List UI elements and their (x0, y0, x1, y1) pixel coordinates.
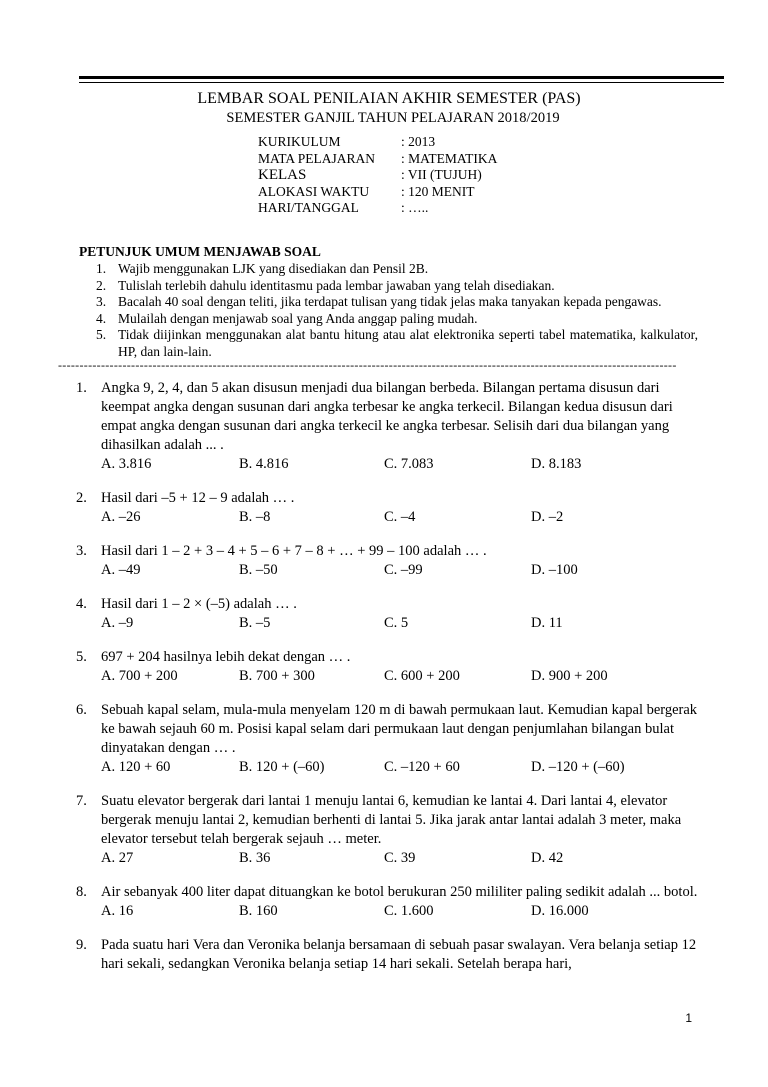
meta-row-kurikulum (258, 134, 497, 151)
item-text: Bacalah 40 soal dengan teliti, jika terdapat tulisan yang tidak jelas maka tanyakan kepada pengawas. (118, 294, 662, 309)
answer-options (101, 561, 698, 580)
option-a: A. 16 (101, 903, 134, 919)
answer-options (101, 902, 698, 921)
answer-options (101, 849, 698, 868)
question-text: Angka 9, 2, 4, dan 5 akan disusun menjadi dua bilangan berbeda. Bilangan pertama disusun dari keempat angka dengan susunan dari angka terbesar ke angka terkecil. Bilangan kedua disusun dari empat angka dengan susunan dari angka terkecil ke angka terbesar. Selisih dari dua bilangan yang dihasilkan adalah ... . (101, 380, 673, 453)
meta-value: : 120 MENIT (401, 183, 475, 199)
answer-options (101, 614, 698, 633)
item-number: 3. (96, 294, 107, 309)
answer-options (101, 455, 698, 474)
question-number: 6. (76, 702, 87, 718)
option-a: A. 3.816 (101, 456, 152, 472)
meta-key: MATA PELAJARAN (258, 150, 376, 166)
header-rule-thin (79, 82, 724, 83)
document-subtitle: SEMESTER GANJIL TAHUN PELAJARAN 2018/2019 (226, 110, 560, 126)
option-d: D. 900 + 200 (531, 668, 608, 684)
option-c: C. 5 (384, 615, 409, 631)
question-number: 2. (76, 490, 87, 506)
item-number: 2. (96, 277, 107, 293)
option-a: A. –9 (101, 615, 134, 631)
option-c: C. 1.600 (384, 903, 434, 919)
item-number: 4. (96, 310, 107, 326)
question-text: Hasil dari 1 – 2 + 3 – 4 + 5 – 6 + 7 – 8 + … + 99 – 100 adalah … . (101, 543, 487, 559)
option-a: A. –26 (101, 509, 141, 525)
option-d: D. 42 (531, 850, 564, 866)
question-item (76, 542, 698, 580)
question-text: 697 + 204 hasilnya lebih dekat dengan … . (101, 649, 351, 665)
question-text: Air sebanyak 400 liter dapat dituangkan ke botol berukuran 250 mililiter paling sedikit adalah ... botol. (101, 884, 698, 900)
question-number: 7. (76, 793, 87, 809)
answer-options (101, 758, 698, 777)
header-rule-thick (79, 76, 724, 79)
option-b: B. 700 + 300 (239, 668, 315, 684)
question-number: 8. (76, 884, 87, 900)
question-item (76, 595, 698, 633)
list-item (96, 278, 698, 295)
meta-value: : VII (TUJUH) (401, 167, 482, 182)
option-b: B. 160 (239, 903, 278, 919)
question-text: Hasil dari –5 + 12 – 9 adalah … . (101, 490, 295, 506)
option-a: A. –49 (101, 562, 141, 578)
item-number: 5. (96, 327, 107, 342)
question-number: 9. (76, 937, 87, 953)
question-item (76, 379, 698, 474)
item-text: Tulislah terlebih dahulu identitasmu pada lembar jawaban yang telah disediakan. (118, 277, 555, 293)
option-c: C. 39 (384, 850, 416, 866)
question-number: 3. (76, 543, 87, 559)
meta-value: : ….. (401, 200, 429, 215)
option-d: D. –100 (531, 562, 578, 578)
option-c: C. –99 (384, 562, 423, 578)
question-item (76, 701, 698, 777)
option-d: D. –120 + (–60) (531, 759, 625, 775)
option-b: B. 120 + (–60) (239, 759, 325, 775)
item-number: 1. (96, 261, 107, 276)
answer-options (101, 667, 698, 686)
dashed-separator: ------------------------------------------------------------------------------------------------------------------------------------------------ (58, 358, 677, 372)
page-number: 1 (685, 1011, 692, 1025)
question-item (76, 648, 698, 686)
question-item (76, 883, 698, 921)
option-a: A. 700 + 200 (101, 668, 178, 684)
question-text: Hasil dari 1 – 2 × (–5) adalah … . (101, 596, 297, 612)
exam-meta-table (258, 134, 497, 217)
option-d: D. 11 (531, 615, 563, 631)
item-text: Mulailah dengan menjawab soal yang Anda anggap paling mudah. (118, 310, 478, 326)
item-text: Wajib menggunakan LJK yang disediakan dan Pensil 2B. (118, 261, 429, 276)
meta-key: HARI/TANGGAL (258, 200, 359, 215)
meta-row-mata-pelajaran (258, 151, 497, 168)
option-b: B. 4.816 (239, 456, 289, 472)
option-a: A. 27 (101, 850, 134, 866)
option-b: B. –8 (239, 509, 271, 525)
option-b: B. –5 (239, 615, 271, 631)
answer-options (101, 508, 698, 527)
option-d: D. 16.000 (531, 903, 589, 919)
question-text: Suatu elevator bergerak dari lantai 1 menuju lantai 6, kemudian ke lantai 4. Dari lantai 4, elevator bergerak menuju lantai 2, kemudian berhenti di lantai 5. Jika jarak antar lantai adalah 3 meter, maka elevator tersebut telah bergerak sejauh … meter. (101, 793, 682, 847)
meta-value: : 2013 (401, 134, 436, 149)
meta-key: KURIKULUM (258, 134, 341, 149)
question-text: Pada suatu hari Vera dan Veronika belanja bersamaan di sebuah pasar swalayan. Vera belanja setiap 12 hari sekali, sedangkan Veronika belanja setiap 14 hari sekali. Setelah berapa hari, (101, 937, 697, 972)
list-item (96, 294, 698, 311)
instructions-title: PETUNJUK UMUM MENJAWAB SOAL (79, 244, 321, 259)
option-c: C. –120 + 60 (384, 759, 460, 775)
meta-row-kelas (258, 167, 497, 184)
option-d: D. 8.183 (531, 456, 582, 472)
meta-key: KELAS (258, 167, 307, 183)
question-text: Sebuah kapal selam, mula-mula menyelam 120 m di bawah permukaan laut. Kemudian kapal bergerak ke bawah sejauh 60 m. Posisi kapal selam dari permukaan laut dengan penjumlahan bilangan bulat dinyatakan dengan … . (101, 702, 698, 756)
option-b: B. 36 (239, 850, 271, 866)
question-item (76, 792, 698, 868)
question-number: 1. (76, 380, 87, 396)
option-c: C. 600 + 200 (384, 668, 460, 684)
list-item (96, 261, 698, 278)
list-item (96, 327, 698, 360)
item-text: Tidak diijinkan menggunakan alat bantu hitung atau alat elektronika seperti tabel matematika, kalkulator, HP, dan lain-lain. (118, 327, 698, 359)
meta-key: ALOKASI WAKTU (258, 183, 370, 199)
option-d: D. –2 (531, 509, 564, 525)
meta-row-alokasi-waktu (258, 184, 497, 201)
instructions-list (96, 261, 698, 360)
option-a: A. 120 + 60 (101, 759, 171, 775)
meta-row-hari-tanggal (258, 200, 497, 217)
question-number: 5. (76, 649, 87, 665)
option-c: C. –4 (384, 509, 416, 525)
question-item (76, 489, 698, 527)
meta-value: : MATEMATIKA (401, 150, 498, 166)
option-b: B. –50 (239, 562, 278, 578)
question-list (76, 379, 698, 989)
question-number: 4. (76, 596, 87, 612)
document-title: LEMBAR SOAL PENILAIAN AKHIR SEMESTER (PAS) (197, 90, 581, 107)
question-item (76, 936, 698, 974)
option-c: C. 7.083 (384, 456, 434, 472)
list-item (96, 311, 698, 328)
